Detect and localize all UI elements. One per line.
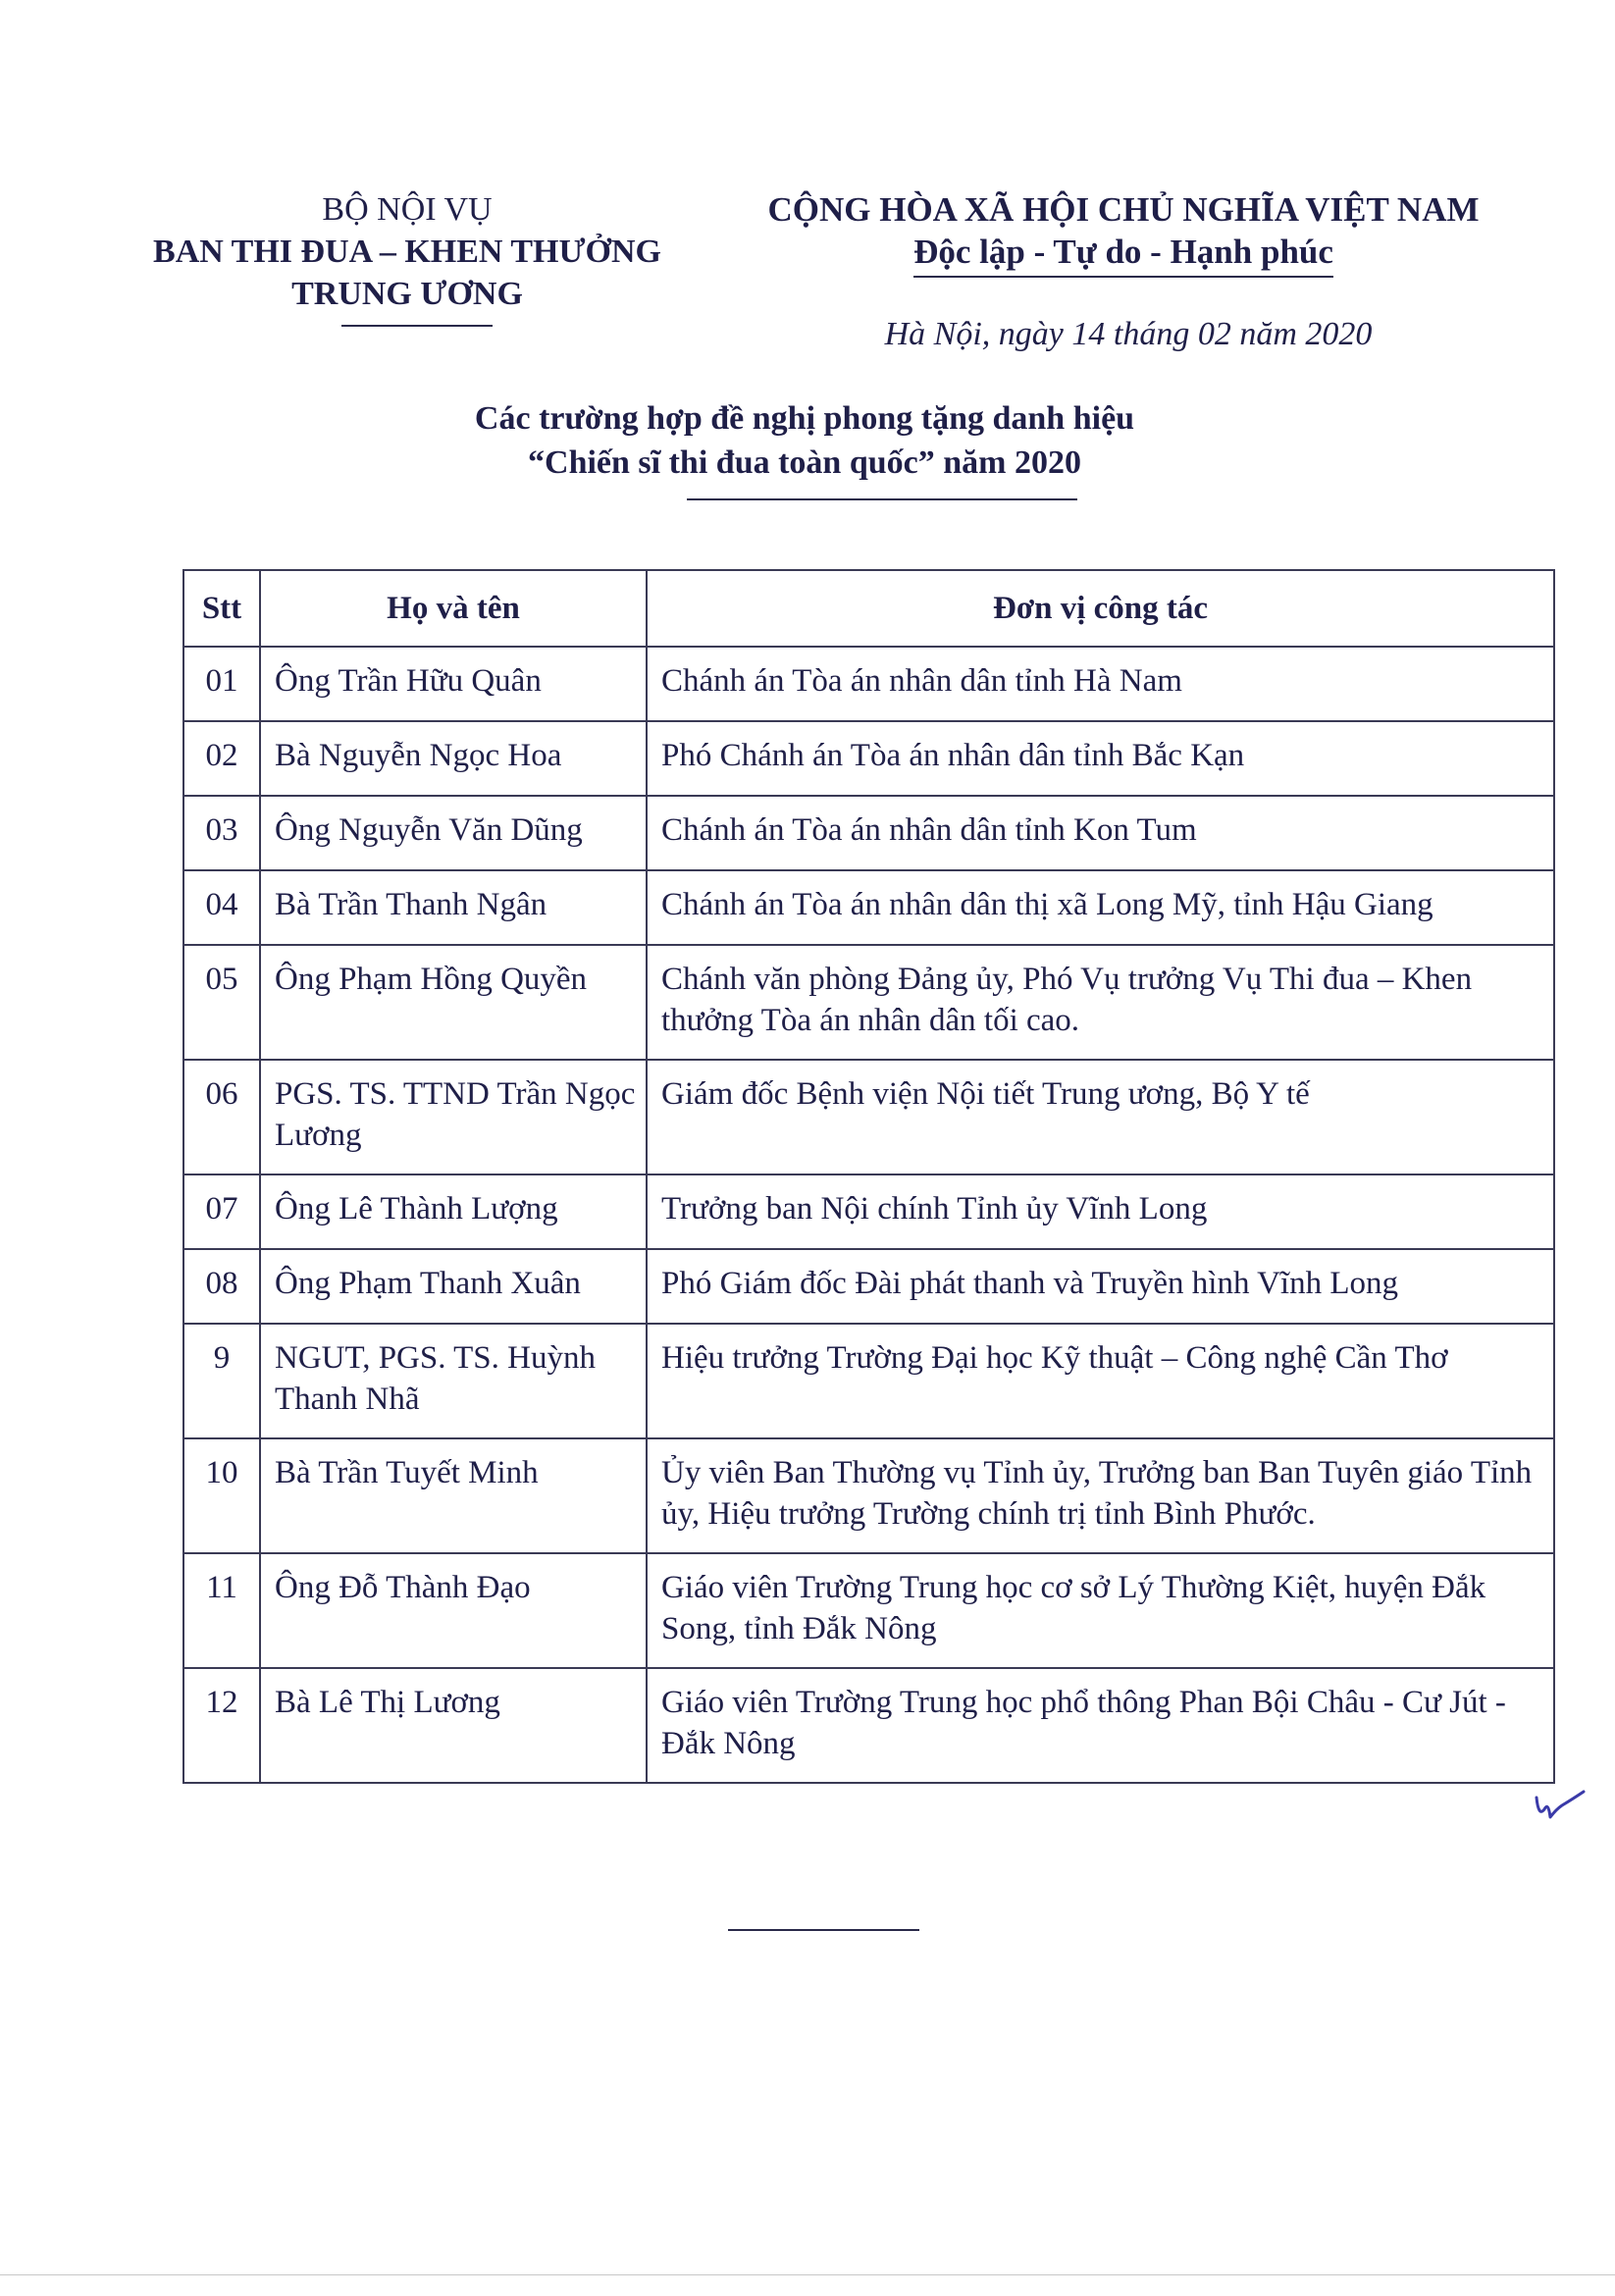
table-row xyxy=(183,1324,1554,1438)
row-name: Bà Trần Tuyết Minh xyxy=(260,1438,647,1553)
republic-name: CỘNG HÒA XÃ HỘI CHỦ NGHĨA VIỆT NAM xyxy=(767,190,1480,229)
row-name: Ông Phạm Hồng Quyền xyxy=(260,945,647,1060)
row-unit: Hiệu trưởng Trường Đại học Kỹ thuật – Công nghệ Cần Thơ xyxy=(647,1324,1554,1438)
row-unit: Phó Chánh án Tòa án nhân dân tỉnh Bắc Kạn xyxy=(647,721,1554,796)
row-stt: 03 xyxy=(183,796,260,870)
row-name: Bà Nguyễn Ngọc Hoa xyxy=(260,721,647,796)
row-unit: Trưởng ban Nội chính Tỉnh ủy Vĩnh Long xyxy=(647,1174,1554,1249)
row-unit: Giáo viên Trường Trung học phổ thông Phan Bội Châu - Cư Jút - Đắk Nông xyxy=(647,1668,1554,1783)
table-header-row xyxy=(183,570,1554,647)
document-title xyxy=(216,396,1393,485)
national-header-block xyxy=(716,188,1531,278)
title-line-1: Các trường hợp đề nghị phong tặng danh hiệu xyxy=(474,400,1135,437)
date-line: Hà Nội, ngày 14 tháng 02 năm 2020 xyxy=(884,316,1373,352)
header-unit: Đơn vị công tác xyxy=(647,570,1554,647)
table-row xyxy=(183,796,1554,870)
table-row xyxy=(183,1060,1554,1174)
closing-rule xyxy=(728,1929,919,1931)
table-row xyxy=(183,945,1554,1060)
row-stt: 02 xyxy=(183,721,260,796)
row-name: Ông Đỗ Thành Đạo xyxy=(260,1553,647,1668)
row-stt: 11 xyxy=(183,1553,260,1668)
title-underline xyxy=(687,498,1077,500)
national-motto: Độc lập - Tự do - Hạnh phúc xyxy=(913,231,1333,278)
row-name: Ông Trần Hữu Quân xyxy=(260,647,647,721)
table-row xyxy=(183,647,1554,721)
ministry-name: BỘ NỘI VỤ xyxy=(322,191,493,228)
row-stt: 07 xyxy=(183,1174,260,1249)
agency-underline xyxy=(341,325,493,327)
table-row xyxy=(183,721,1554,796)
row-name: NGUT, PGS. TS. Huỳnh Thanh Nhã xyxy=(260,1324,647,1438)
nominees-table xyxy=(182,569,1555,1784)
row-unit: Giám đốc Bệnh viện Nội tiết Trung ương, Bộ Y tế xyxy=(647,1060,1554,1174)
row-stt: 10 xyxy=(183,1438,260,1553)
row-stt: 9 xyxy=(183,1324,260,1438)
table-row xyxy=(183,1438,1554,1553)
row-unit: Ủy viên Ban Thường vụ Tỉnh ủy, Trưởng ban Ban Tuyên giáo Tỉnh ủy, Hiệu trưởng Trường chính trị tỉnh Bình Phước. xyxy=(647,1438,1554,1553)
row-stt: 05 xyxy=(183,945,260,1060)
board-name-line1: BAN THI ĐUA – KHEN THƯỞNG xyxy=(153,234,661,270)
title-line-2: “Chiến sĩ thi đua toàn quốc” năm 2020 xyxy=(528,444,1081,481)
row-unit: Phó Giám đốc Đài phát thanh và Truyền hình Vĩnh Long xyxy=(647,1249,1554,1324)
row-name: PGS. TS. TTND Trần Ngọc Lương xyxy=(260,1060,647,1174)
row-name: Ông Phạm Thanh Xuân xyxy=(260,1249,647,1324)
row-name: Bà Trần Thanh Ngân xyxy=(260,870,647,945)
header-name: Họ và tên xyxy=(260,570,647,647)
row-stt: 08 xyxy=(183,1249,260,1324)
row-stt: 01 xyxy=(183,647,260,721)
board-name-line2: TRUNG ƯƠNG xyxy=(291,276,523,312)
row-stt: 04 xyxy=(183,870,260,945)
row-unit: Chánh án Tòa án nhân dân tỉnh Kon Tum xyxy=(647,796,1554,870)
row-stt: 06 xyxy=(183,1060,260,1174)
issuing-agency-block xyxy=(118,188,697,315)
table-row xyxy=(183,1249,1554,1324)
table-row xyxy=(183,870,1554,945)
row-unit: Chánh án Tòa án nhân dân tỉnh Hà Nam xyxy=(647,647,1554,721)
table-row xyxy=(183,1553,1554,1668)
row-name: Ông Lê Thành Lượng xyxy=(260,1174,647,1249)
table-row xyxy=(183,1668,1554,1783)
row-unit: Chánh văn phòng Đảng ủy, Phó Vụ trưởng Vụ Thi đua – Khen thưởng Tòa án nhân dân tối cao. xyxy=(647,945,1554,1060)
handwritten-check-mark xyxy=(1533,1788,1588,1827)
row-name: Ông Nguyễn Văn Dũng xyxy=(260,796,647,870)
row-stt: 12 xyxy=(183,1668,260,1783)
row-unit: Giáo viên Trường Trung học cơ sở Lý Thường Kiệt, huyện Đắk Song, tỉnh Đắk Nông xyxy=(647,1553,1554,1668)
row-unit: Chánh án Tòa án nhân dân thị xã Long Mỹ, tỉnh Hậu Giang xyxy=(647,870,1554,945)
scan-edge-line xyxy=(0,2274,1615,2275)
header-stt: Stt xyxy=(183,570,260,647)
row-name: Bà Lê Thị Lương xyxy=(260,1668,647,1783)
table-row xyxy=(183,1174,1554,1249)
